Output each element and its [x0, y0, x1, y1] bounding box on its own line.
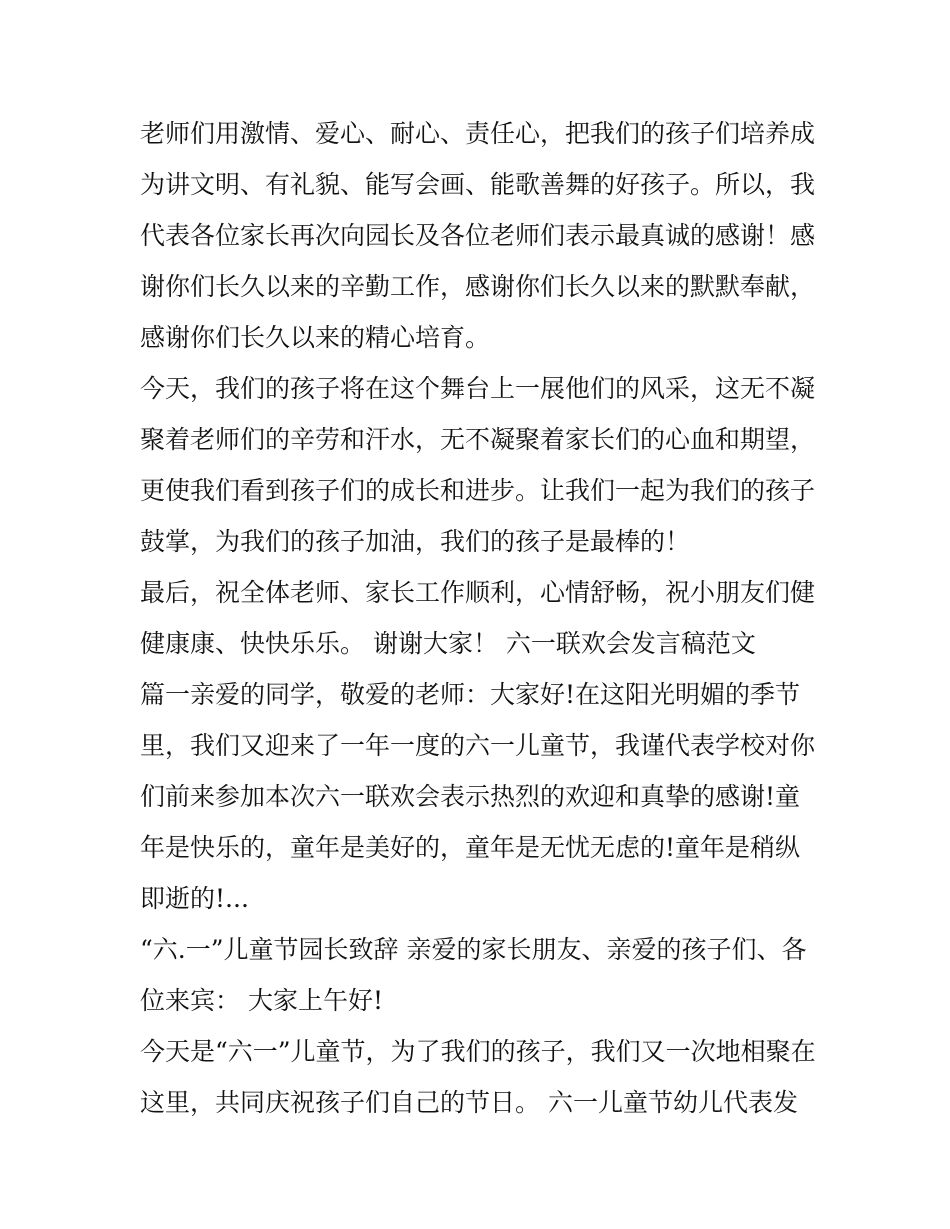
text-line: 健康康、快快乐乐。 谢谢大家！ 六一联欢会发言稿范文 — [140, 629, 756, 658]
text-line: 聚着老师们的辛劳和汗水，无不凝聚着家长们的心血和期望， — [140, 425, 816, 454]
text-line: 最后，祝全体老师、家长工作顺利，心情舒畅，祝小朋友们健 — [140, 578, 816, 607]
text-line: 更使我们看到孩子们的成长和进步。让我们一起为我们的孩子 — [140, 476, 816, 505]
text-line: 这里，共同庆祝孩子们自己的节日。 六一儿童节幼儿代表发 — [140, 1088, 798, 1117]
text-line: 今天是“六一”儿童节，为了我们的孩子，我们又一次地相聚在 — [140, 1037, 816, 1066]
text-line: “六.一”儿童节园长致辞 亲爱的家长朋友、亲爱的孩子们、各 — [140, 935, 807, 964]
text-line: 鼓掌，为我们的孩子加油，我们的孩子是最棒的！ — [140, 527, 691, 556]
text-line: 里，我们又迎来了一年一度的六一儿童节，我谨代表学校对你 — [140, 731, 816, 760]
text-line: 老师们用激情、爱心、耐心、责任心，把我们的孩子们培养成 — [140, 119, 816, 148]
text-line: 位来宾： 大家上午好! — [140, 986, 383, 1015]
text-line: 即逝的!... — [140, 884, 249, 913]
text-line: 谢你们长久以来的辛勤工作，感谢你们长久以来的默默奉献， — [140, 272, 816, 301]
text-line: 代表各位家长再次向园长及各位老师们表示最真诚的感谢！感 — [140, 221, 816, 250]
text-line: 为讲文明、有礼貌、能写会画、能歌善舞的好孩子。所以，我 — [140, 170, 816, 199]
text-line: 感谢你们长久以来的精心培育。 — [140, 323, 491, 352]
text-line: 今天，我们的孩子将在这个舞台上一展他们的风采，这无不凝 — [140, 374, 816, 403]
text-line: 篇一亲爱的同学，敬爱的老师：大家好!在这阳光明媚的季节 — [140, 680, 801, 709]
body-text — [140, 108, 820, 1128]
text-line: 年是快乐的，童年是美好的，童年是无忧无虑的!童年是稍纵 — [140, 833, 801, 862]
text-line: 们前来参加本次六一联欢会表示热烈的欢迎和真挚的感谢!童 — [140, 782, 801, 811]
